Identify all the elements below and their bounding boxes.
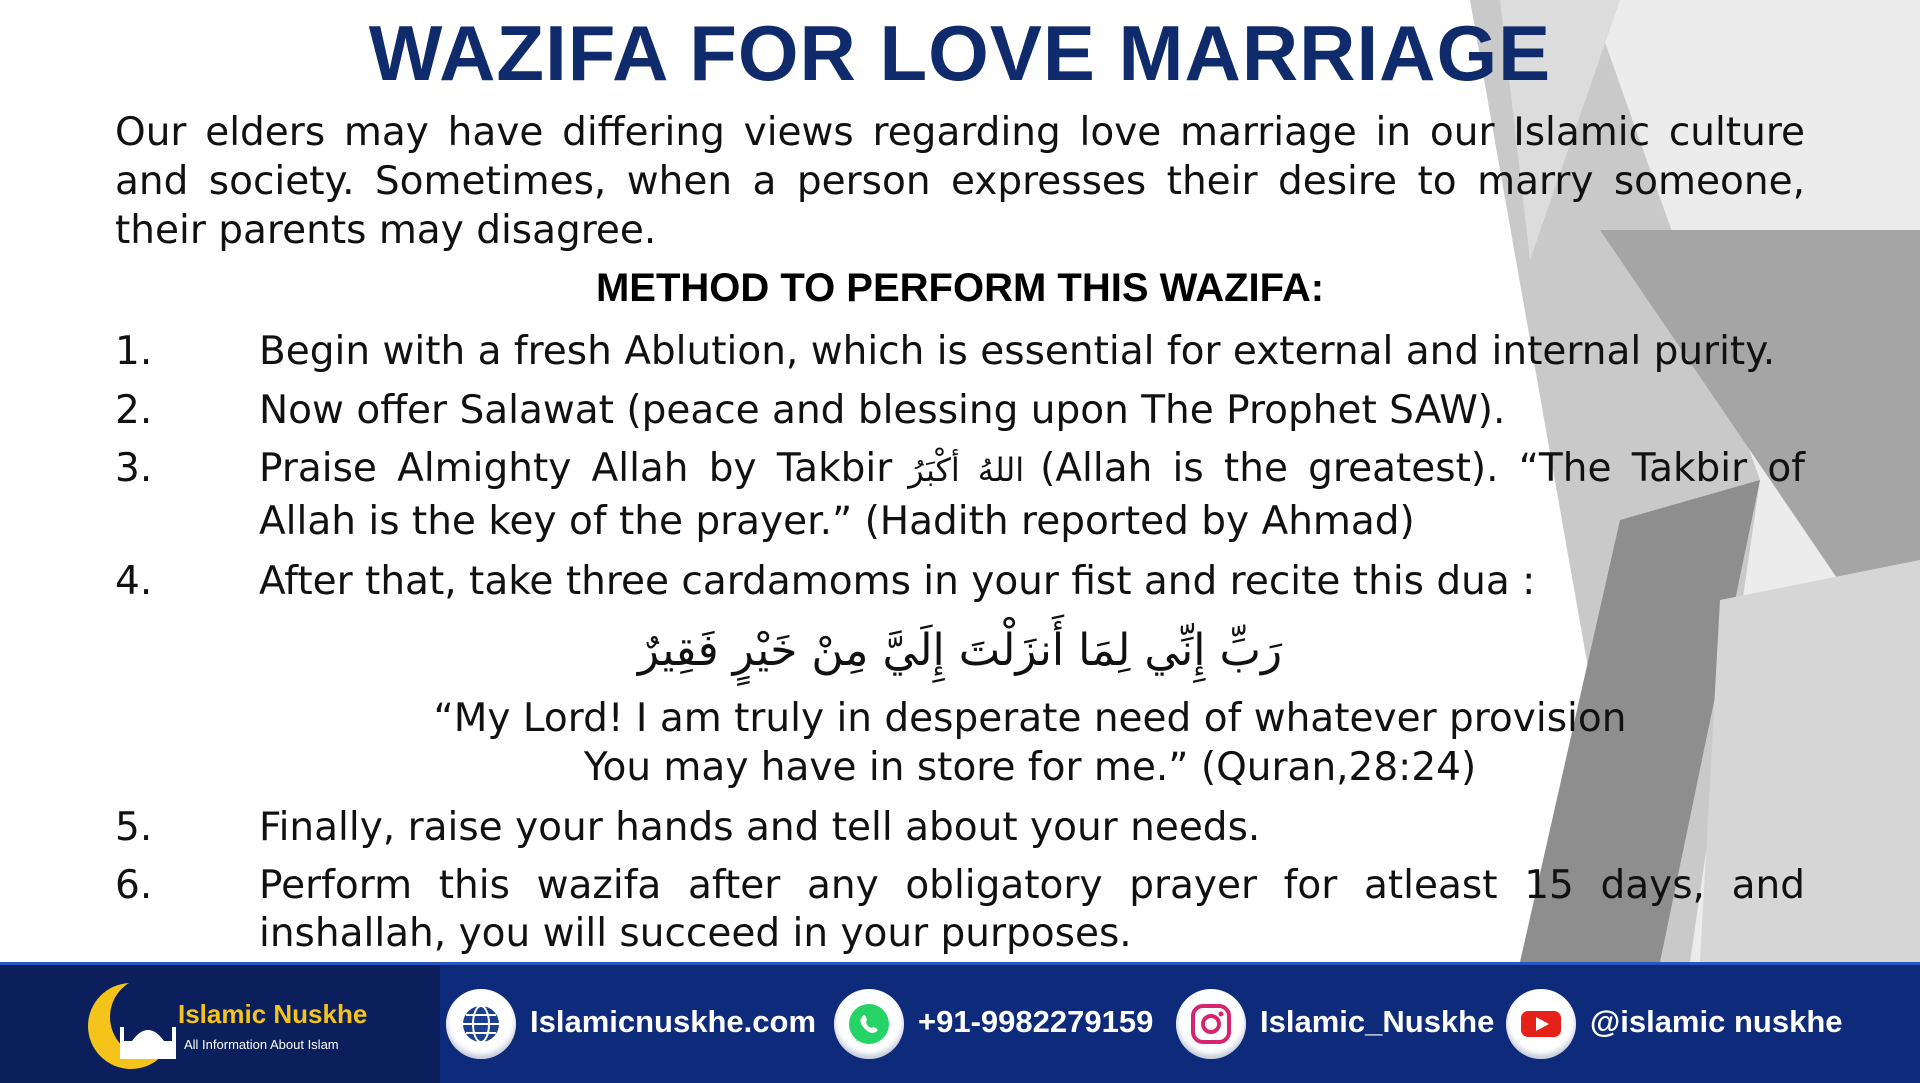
intro-paragraph: Our elders may have differing views regarding love marriage in our Islamic culture and society. Sometimes, when a person expresses their desire to marry someone, their parents may disagree. (115, 110, 1805, 253)
step-text: After that, take three cardamoms in your fist and recite this dua : (259, 559, 1536, 604)
step-item (115, 326, 1805, 378)
icon-circle (446, 989, 516, 1059)
footer-bar (0, 962, 1920, 1083)
method-heading: METHOD TO PERFORM THIS WAZIFA: (595, 266, 1325, 310)
step-text-after: (Allah is the greatest). “The Takbir of Allah is the key of the prayer.” (Hadith reported by Ahmad) (259, 446, 1805, 544)
step-number: 2. (115, 388, 153, 433)
youtube-icon (1506, 989, 1576, 1059)
website-label: Islamicnuskhe.com (530, 1004, 817, 1039)
brand-logo (0, 965, 440, 1083)
takbir-arabic: اللهُ أكْبَرُ (908, 451, 1025, 489)
step-text: Begin with a fresh Ablution, which is essential for external and internal purity. (259, 329, 1776, 374)
step-item (115, 443, 1805, 548)
step-number: 4. (115, 559, 153, 604)
page-title: WAZIFA FOR LOVE MARRIAGE (368, 9, 1552, 97)
dua-translation (380, 694, 1680, 792)
brand-tagline: All Information About Islam (184, 1037, 339, 1052)
step-text: Perform this wazifa after any obligatory prayer for atleast 15 days, and inshallah, you will succeed in your purposes. (259, 863, 1805, 956)
globe-icon (446, 989, 516, 1059)
step-number: 5. (115, 805, 153, 850)
instagram-icon (1176, 989, 1246, 1059)
youtube-label: @islamic nuskhe (1590, 1004, 1843, 1039)
instagram-label: Islamic_Nuskhe (1260, 1004, 1495, 1039)
brand-name: Islamic Nuskhe (178, 999, 368, 1029)
step-item (115, 862, 1805, 958)
icon-circle (834, 989, 904, 1059)
step-item (115, 802, 1805, 854)
translation-line: You may have in store for me.” (Quran,28:24) (583, 745, 1477, 790)
whatsapp-icon (834, 989, 904, 1059)
step-text (259, 443, 1805, 548)
dua-arabic: رَبِّ إِنِّي لِمَا أَنزَلْتَ إِلَيَّ مِنْ خَيْرٍ فَقِيرٌ (637, 625, 1283, 676)
step-item (115, 385, 1805, 437)
step-text-before: Praise Almighty Allah by Takbir (259, 446, 893, 491)
step-text: Finally, raise your hands and tell about your needs. (259, 805, 1261, 850)
icon-circle (1176, 989, 1246, 1059)
step-text: Now offer Salawat (peace and blessing upon The Prophet SAW). (259, 388, 1506, 433)
step-number: 3. (115, 446, 153, 491)
mosque-icon (118, 1021, 178, 1061)
step-item (115, 556, 1805, 608)
translation-line: “My Lord! I am truly in desperate need of whatever provision (433, 696, 1627, 741)
step-number: 6. (115, 863, 153, 908)
step-number: 1. (115, 329, 153, 374)
icon-circle (1506, 989, 1576, 1059)
whatsapp-label: +91-9982279159 (918, 1004, 1154, 1039)
